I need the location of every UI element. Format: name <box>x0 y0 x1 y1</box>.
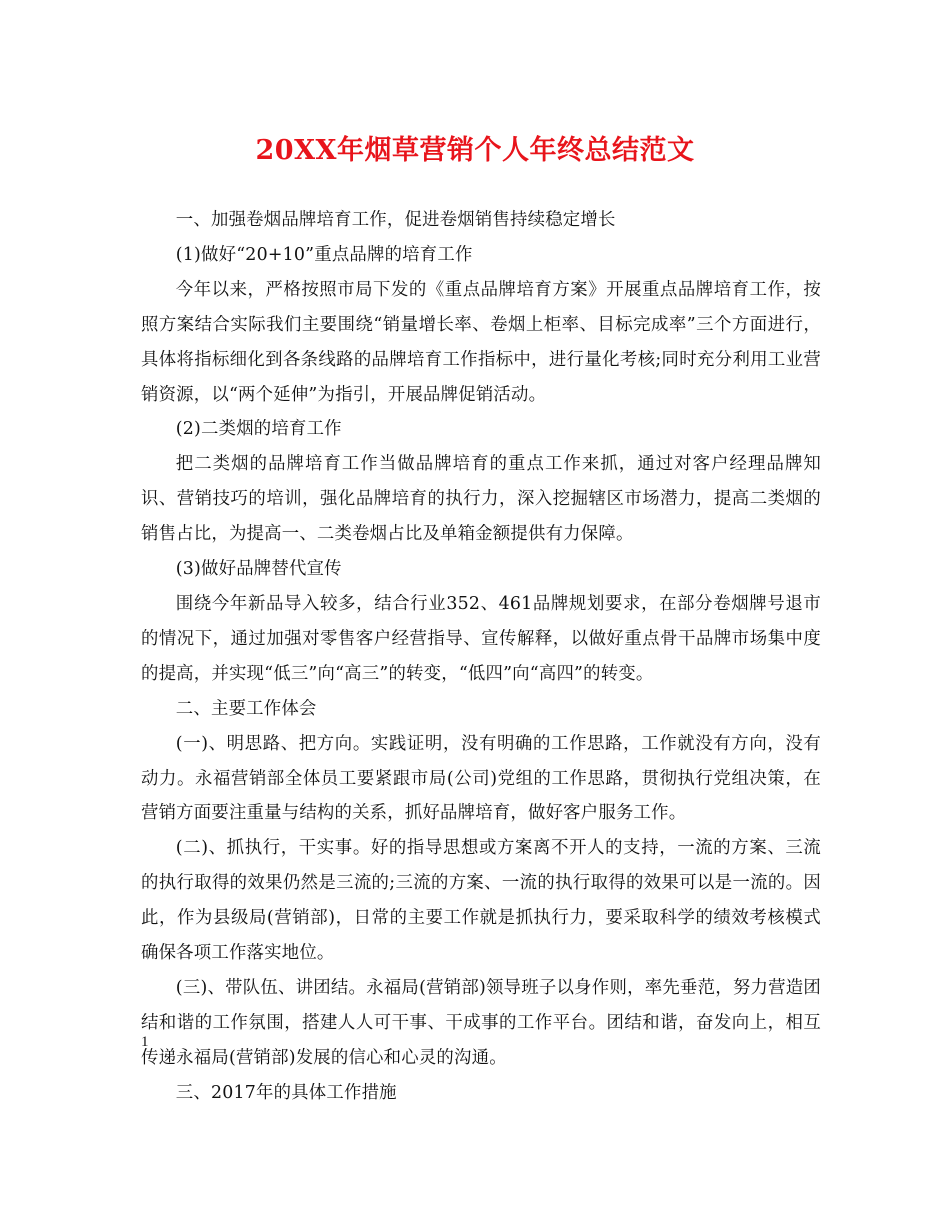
page-number: 1 <box>141 1034 149 1050</box>
body-paragraph-6: (三)、带队伍、讲团结。永福局(营销部)领导班子以身作则，率先垂范，努力营造团结和谐的工作氛围，搭建人人可干事、干成事的工作平台。团结和谐，奋发向上，相互传递永福局(营销部)发展的信心和心灵的沟通。 <box>141 977 821 1068</box>
document-title: 20XX年烟草营销个人年终总结范文 <box>255 135 695 166</box>
section-heading-2: 二、主要工作体会 <box>175 698 317 719</box>
body-paragraph-3: 围绕今年新品导入较多，结合行业352、461品牌规划要求，在部分卷烟牌号退市的情况下，通过加强对零售客户经营指导、宣传解释，以做好重点骨干品牌市场集中度的提高，并实现“低三”向“高三”的转变，“低四”向“高四”的转变。 <box>141 593 821 684</box>
document-body <box>141 203 821 1111</box>
body-paragraph-5: (二)、抓执行，干实事。好的指导思想或方案离不开人的支持，一流的方案、三流的执行取得的效果仍然是三流的;三流的方案、一流的执行取得的效果可以是一流的。因此，作为县级局(营销部)，日常的主要工作就是抓执行力，要采取科学的绩效考核模式确保各项工作落实地位。 <box>141 838 821 964</box>
section-heading-3: 三、2017年的具体工作措施 <box>175 1082 397 1103</box>
section-heading-1: 一、加强卷烟品牌培育工作，促进卷烟销售持续稳定增长 <box>175 210 616 230</box>
body-paragraph-1: 今年以来，严格按照市局下发的《重点品牌培育方案》开展重点品牌培育工作，按照方案结合实际我们主要围绕“销量增长率、卷烟上柜率、目标完成率”三个方面进行，具体将指标细化到各条线路的品牌培育工作指标中，进行量化考核;同时充分利用工业营销资源，以“两个延伸”为指引，开展品牌促销活动。 <box>141 279 821 405</box>
subsection-heading-2: (2)二类烟的培育工作 <box>175 419 342 440</box>
subsection-heading-1: (1)做好“20+10”重点品牌的培育工作 <box>175 244 473 265</box>
body-paragraph-2: 把二类烟的品牌培育工作当做品牌培育的重点工作来抓，通过对客户经理品牌知识、营销技巧的培训，强化品牌培育的执行力，深入挖掘辖区市场潜力，提高二类烟的销售占比，为提高一、二类卷烟占比及单箱金额提供有力保障。 <box>141 454 821 545</box>
body-paragraph-4: (一)、明思路、把方向。实践证明，没有明确的工作思路，工作就没有方向，没有动力。永福营销部全体员工要紧跟市局(公司)党组的工作思路，贯彻执行党组决策，在营销方面要注重量与结构的关系，抓好品牌培育，做好客户服务工作。 <box>141 733 821 824</box>
subsection-heading-3: (3)做好品牌替代宣传 <box>175 559 342 580</box>
